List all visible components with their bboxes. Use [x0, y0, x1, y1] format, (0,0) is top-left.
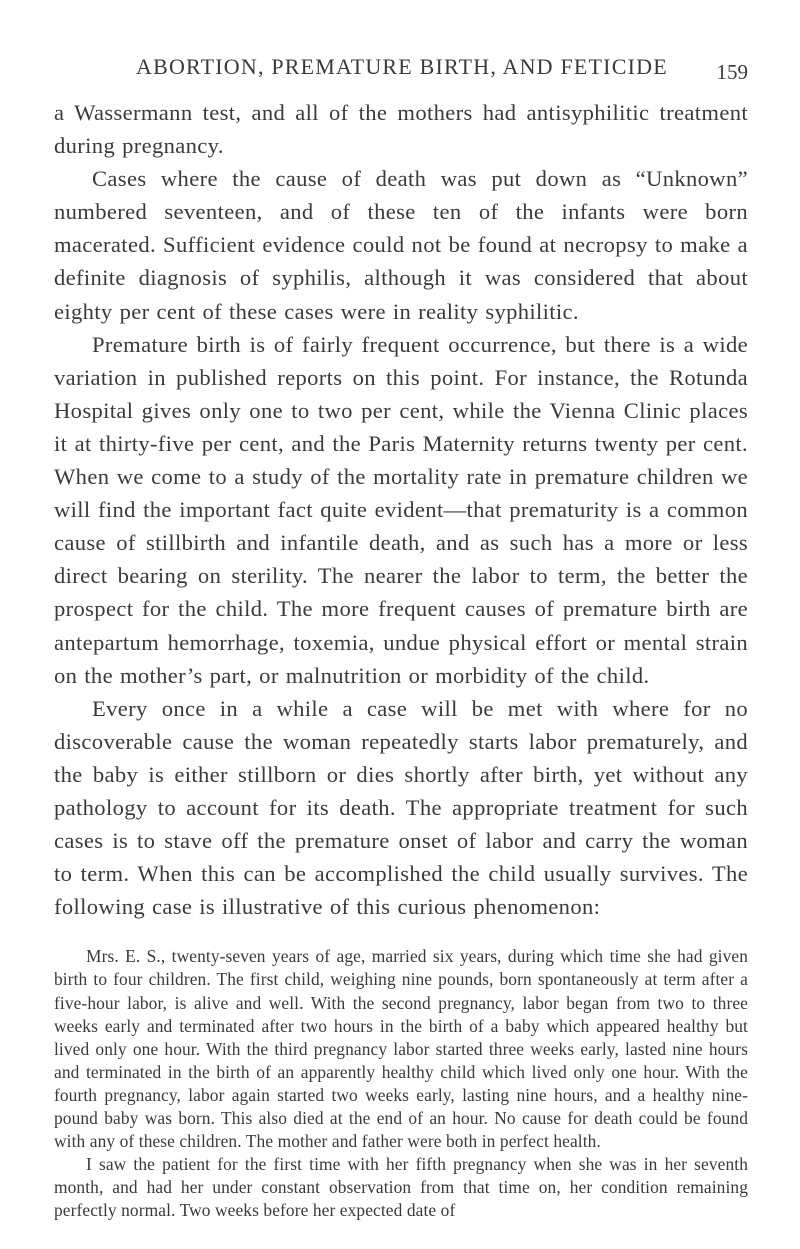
paragraph-premature-birth: Premature birth is of fairly frequent occurrence, but there is a wide variation in published reports on this point. For instance, the Rotunda Hospital gives only one to two per cent, while the Vienna Clinic places it at thirty-five per cent, and the Paris Maternity returns twenty per cent. When we come to a study of the mortality rate in premature children we will find the important fact quite evident—that prematurity is a common cause of stillbirth and infantile death, and as such has a more or less direct bearing on sterility. The nearer the labor to term, the better the prospect for the child. The more frequent causes of premature birth are antepartum hemorrhage, toxemia, undue physical effort or mental strain on the mother’s part, or malnutrition or morbidity of the child. [54, 331, 748, 688]
case-paragraph-fifth-pregnancy: I saw the patient for the first time with her fifth pregnancy when she was in her seventh month, and had her under constant observation from that time on, her condition remaining perfectly normal. Two weeks before her expected date of [54, 1154, 748, 1221]
paragraph-continuation: a Wassermann test, and all of the mothers had antisyphilitic treatment during pregnancy. [54, 100, 748, 159]
running-title: ABORTION, PREMATURE BIRTH, AND FETICIDE [136, 54, 668, 79]
case-paragraph-history: Mrs. E. S., twenty-seven years of age, married six years, during which time she had given birth to four children. The first child, weighing nine pounds, born spontaneously at term after a five-hour labor, is alive and well. With the second pregnancy, labor began from two to three weeks early and terminated after two hours in the birth of a baby which appeared healthy but lived only one hour. With the third pregnancy labor started three weeks early, lasted nine hours and terminated in the birth of an apparently healthy child which lived only one hour. With the fourth pregnancy, labor again started two weeks early, lasting nine hours, and a healthy nine-pound baby was born. This also died at the end of an hour. No cause for death could be found with any of these children. The mother and father were both in perfect health. [54, 946, 748, 1152]
page-number: 159 [716, 60, 748, 84]
case-report [54, 945, 748, 1222]
book-page [54, 54, 748, 1222]
paragraph-repeated-premature-labor: Every once in a while a case will be met with where for no discoverable cause the woman repeatedly starts labor prematurely, and the baby is either stillborn or dies shortly after birth, yet without any pathology to account for its death. The appropriate treatment for such cases is to stave off the premature onset of labor and carry the woman to term. When this can be accomplished the child usually survives. The following case is illustrative of this curious phenomenon: [54, 695, 748, 920]
main-text [54, 96, 748, 923]
running-head [54, 54, 748, 86]
paragraph-unknown-causes: Cases where the cause of death was put down as “Unknown” numbered seventeen, and of these ten of the infants were born macerated. Sufficient evidence could not be found at necropsy to make a definite diagnosis of syphilis, although it was considered that about eighty per cent of these cases were in reality syphilitic. [54, 166, 748, 324]
